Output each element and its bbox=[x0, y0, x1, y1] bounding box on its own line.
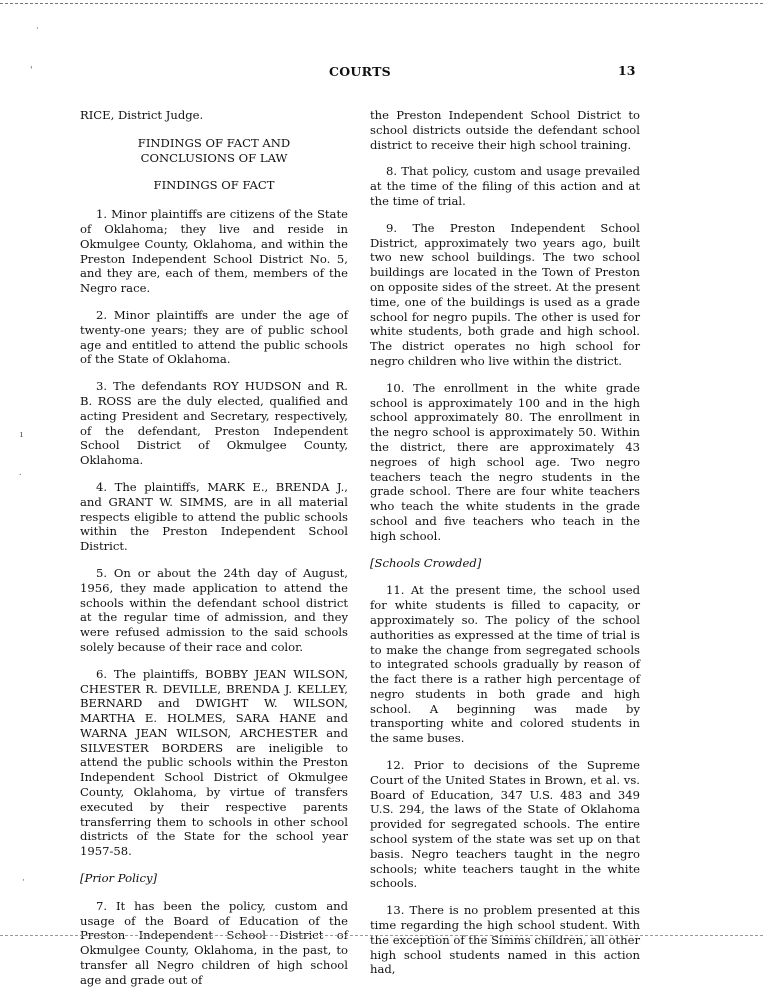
finding-4: 4. The plaintiffs, MARK E., BRENDA J., and GRANT W. SIMMS, are in all material respects eligible to attend the public schools within the Preston Independent School District. bbox=[80, 479, 348, 554]
subheading-prior-policy: [Prior Policy] bbox=[80, 871, 158, 886]
scan-speck: ı bbox=[20, 430, 23, 440]
finding-12: 12. Prior to decisions of the Supreme Court of the United States in Brown, et al. vs. Board of Education, 347 U.S. 483 and 349 U.S. 294, the laws of the State of Oklahoma provided for segregated schools. The entire school system of the state was set up on that basis. Negro teachers taught in the negro schools; white teachers taught in the white schools. bbox=[370, 758, 640, 891]
running-header-title: COURTS bbox=[328, 64, 392, 79]
finding-8: 8. That policy, custom and usage prevailed at the time of the filing of this action and at the time of trial. bbox=[370, 164, 640, 208]
finding-9: 9. The Preston Independent School District, approximately two years ago, built two new school buildings. The two school buildings are located in the Town of Preston on opposite sides of the street. At the present time, one of the buildings is used as a grade school for negro pupils. The other is used for white students, both grade and high school. The district operates no high school for negro children who live within the district. bbox=[370, 220, 640, 368]
finding-6: 6. The plaintiffs, BOBBY JEAN WILSON, CHESTER R. DEVILLE, BRENDA J. KELLEY, BERNARD and DWIGHT W. WILSON, MARTHA E. HOLMES, SARA HANE and WARNA JEAN WILSON, ARCHESTER and SILVESTER BORDERS are ineligible to attend the public schools within the Preston Independent School District of Okmulgee County, Oklahoma, by virtue of transfers executed by their respective parents transferring them to schools in other school districts of the State for the school year 1957-58. bbox=[80, 666, 348, 859]
left-column bbox=[80, 108, 348, 1000]
heading-line: CONCLUSIONS OF LAW bbox=[140, 150, 288, 165]
finding-11: 11. At the present time, the school used for white students is filled to capacity, or approximately so. The policy of the school authorities as expressed at the time of trial is to make the change from segregated schools to integrated schools gradually by reason of the fact there is a rather high percentage of negro students in both grade and high school. A beginning was made by transporting white and colored students in the same buses. bbox=[370, 583, 640, 746]
finding-2: 2. Minor plaintiffs are under the age of twenty-one years; they are of public school age and entitled to attend the public schools of the State of Oklahoma. bbox=[80, 307, 348, 367]
finding-1: 1. Minor plaintiffs are citizens of the State of Oklahoma; they live and reside in Okmulgee County, Oklahoma, and within the Preston Independent School District No. 5, and they are, each of them, members of the Negro race. bbox=[80, 207, 348, 296]
findings-of-fact-heading: FINDINGS OF FACT bbox=[153, 178, 275, 193]
scan-speck: · bbox=[22, 876, 25, 886]
finding-5: 5. On or about the 24th day of August, 1956, they made application to attend the schools within the defendant school district at the regular time of admission, and they were refused admission to the said schools solely because of their race and color. bbox=[80, 565, 348, 654]
heading-line: FINDINGS OF FACT AND bbox=[137, 135, 291, 150]
opinion-heading bbox=[80, 136, 348, 166]
scan-speck: ˙ bbox=[18, 474, 23, 484]
finding-3: 3. The defendants ROY HUDSON and R. B. ROSS are the duly elected, qualified and acting President and Secretary, respectively, of the defendant, Preston Independent School District of Okmulgee County, Oklahoma. bbox=[80, 379, 348, 468]
page-number: 13 bbox=[618, 63, 636, 78]
bottom-edge-dashes bbox=[0, 935, 763, 936]
scan-speck: · bbox=[36, 24, 39, 34]
finding-13: 13. There is no problem presented at this time regarding the high school student. With the exception of the Simms children, all other high school students named in this action had, bbox=[370, 903, 640, 977]
finding-10: 10. The enrollment in the white grade school is approximately 100 and in the high school approximately 80. The enrollment in the negro school is approximately 50. Within the district, there are approximately 43 negroes of high school age. Two negro teachers teach the negro students in the grade school. There are four white teachers who teach the white students in the grade school and five teachers who teach in the high school. bbox=[370, 380, 640, 543]
subheading-schools-crowded: [Schools Crowded] bbox=[370, 555, 482, 570]
scan-speck: ' bbox=[30, 66, 33, 76]
top-edge-dashes bbox=[0, 3, 763, 4]
finding-7: 7. It has been the policy, custom and usage of the Board of Education of the Preston Independent School District of Okmulgee County, Oklahoma, in the past, to transfer all Negro children of high school age and grade out of bbox=[80, 898, 348, 987]
right-column bbox=[370, 108, 640, 989]
finding-7-continued: the Preston Independent School District to school districts outside the defendant school district to receive their high school training. bbox=[370, 108, 640, 152]
judge-attribution: RICE, District Judge. bbox=[80, 108, 204, 122]
